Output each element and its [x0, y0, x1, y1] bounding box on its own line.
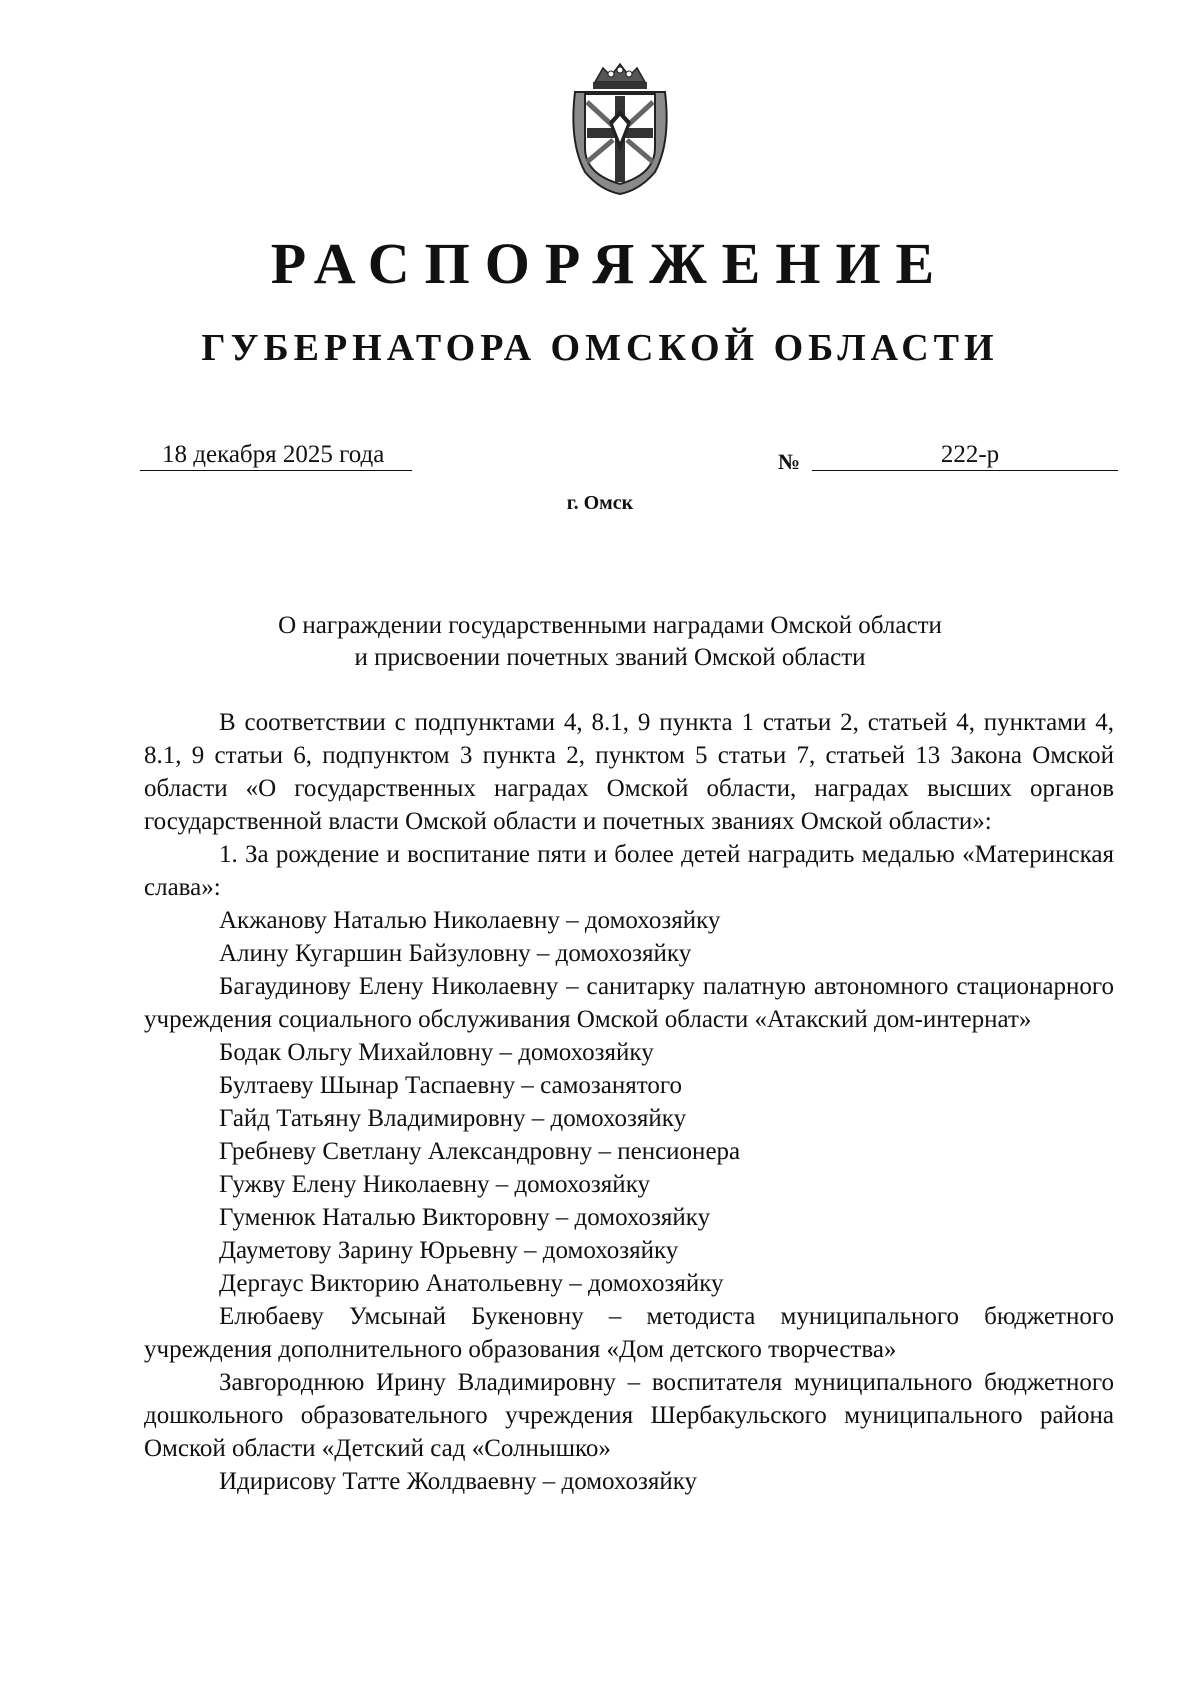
awardee-item: Багаудинову Елену Николаевну – санитарку палатную автономного стационарного учреждения социального обслуживания Омской области «Атакский дом-интернат»: [144, 973, 1114, 1033]
awardee-item: Алину Кугаршин Байзуловну – домохозяйку: [219, 940, 692, 967]
document-date: 18 декабря 2025 года: [140, 440, 412, 471]
awardee-item: Бодак Ольгу Михайловну – домохозяйку: [219, 1039, 654, 1066]
awardee-item: Завгороднюю Ирину Владимировну – воспитателя муниципального бюджетного дошкольного образовательного учреждения Шербакульского муниципального района Омской области «Детский сад «Солнышко»: [144, 1369, 1114, 1462]
awardee-item: Гужву Елену Николаевну – домохозяйку: [219, 1171, 650, 1198]
awardee-item: Идирисову Татте Жолдваевну – домохозяйку: [219, 1468, 698, 1495]
awardee-item: Дергаус Викторию Анатольевну – домохозяйку: [219, 1270, 724, 1297]
heading-line: О награждении государственными наградами Омской области: [278, 612, 942, 639]
awardee-item: Гайд Татьяну Владимировну – домохозяйку: [219, 1105, 687, 1132]
awardee-item: Елюбаеву Умсынай Букеновну – методиста муниципального бюджетного учреждения дополнительного образования «Дом детского творчества»: [144, 1303, 1114, 1363]
document-number: 222-р: [812, 440, 1118, 471]
awardee-item: Гребневу Светлану Александровну – пенсионера: [219, 1138, 741, 1165]
number-sign: №: [778, 449, 801, 474]
coat-of-arms-icon: [565, 62, 675, 196]
clause-paragraph: 1. За рождение и воспитание пяти и более детей наградить медалью «Материнская слава»:: [144, 841, 1114, 901]
preamble-paragraph: В соответствии с подпунктами 4, 8.1, 9 пункта 1 статьи 2, статьей 4, пунктами 4, 8.1, 9 статьи 6, подпунктом 3 пункта 2, пунктом 5 статьи 7, статьей 13 Закона Омской области «О государственных наградах Омской области, наградах высших органов государственной власти Омской области и почетных званиях Омской области»:: [144, 709, 1114, 835]
document-body: [144, 706, 1114, 1498]
document-title: РАСПОРЯЖЕНИЕ: [270, 231, 950, 296]
awardee-item: Бултаеву Шынар Таспаевну – самозанятого: [219, 1072, 682, 1099]
heading-line: и присвоении почетных званий Омской области: [354, 644, 866, 671]
awardee-item: Гуменюк Наталью Викторовну – домохозяйку: [219, 1204, 711, 1231]
document-subtitle: ГУБЕРНАТОРА ОМСКОЙ ОБЛАСТИ: [201, 327, 999, 369]
document-place: г. Омск: [566, 492, 634, 514]
awardee-item: Дауметову Зарину Юрьевну – домохозяйку: [219, 1237, 679, 1264]
awardee-item: Акжанову Наталью Николаевну – домохозяйку: [219, 907, 721, 934]
document-heading: [150, 610, 1070, 674]
